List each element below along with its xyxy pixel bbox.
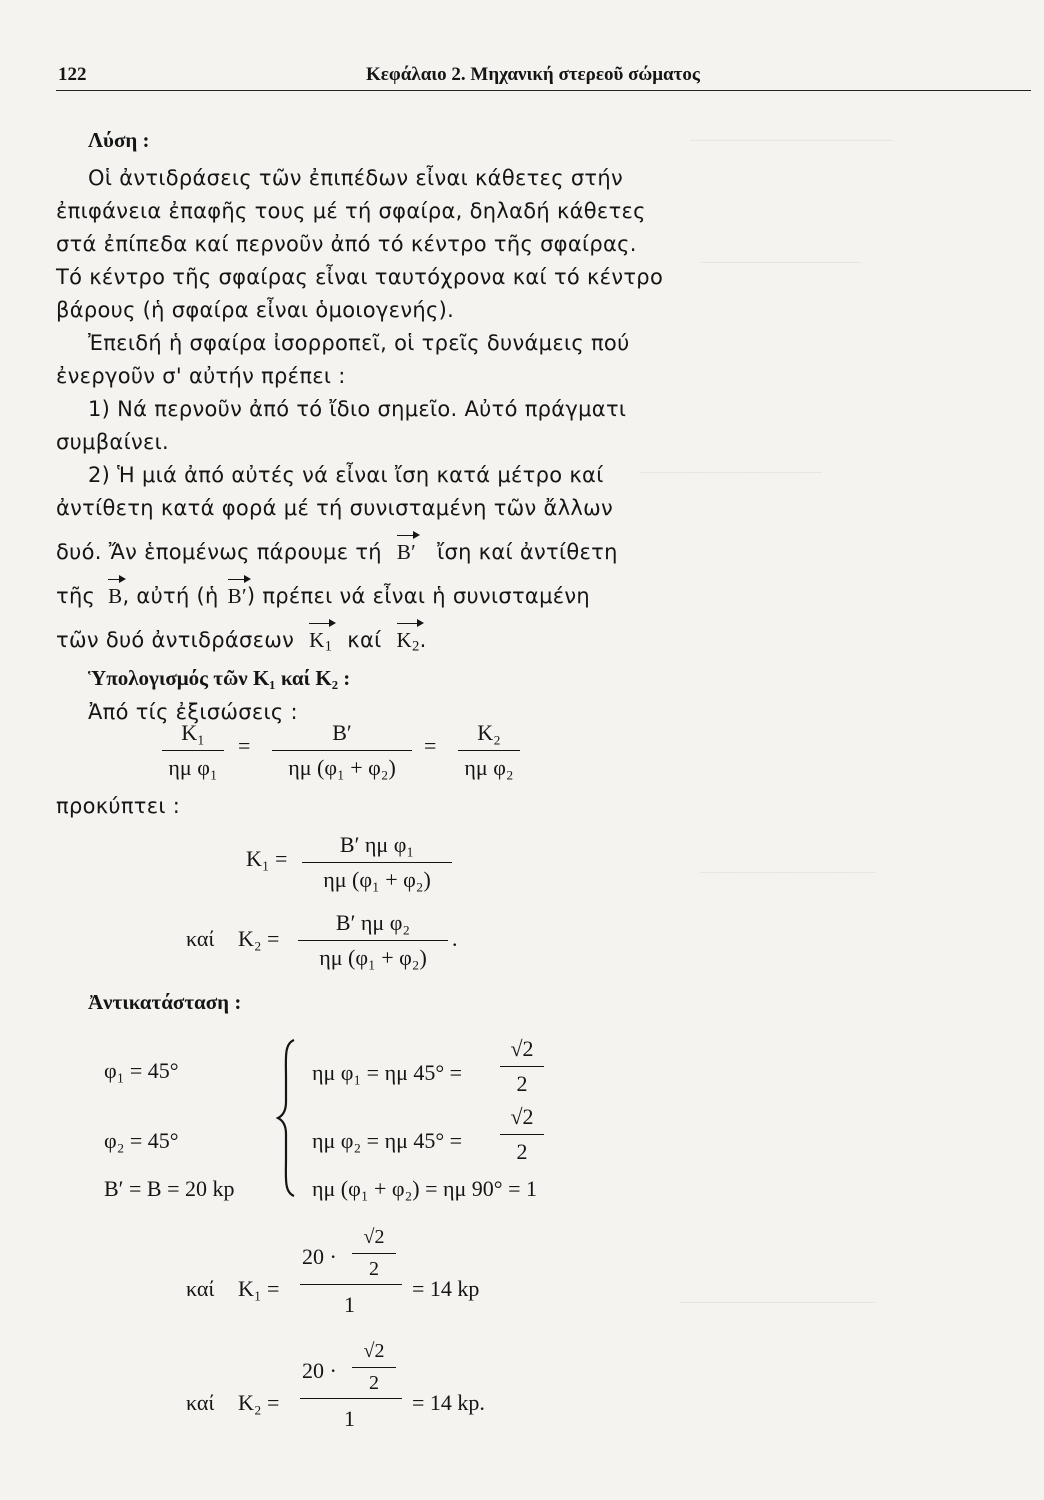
sqrt2-over-2-fraction: √2 2 bbox=[500, 1104, 544, 1165]
vector-k2: $K_2$ bbox=[396, 628, 420, 655]
kai-word: καί bbox=[186, 1390, 215, 1415]
from-equations-text: Ἀπό τίς ἐξισώσεις : bbox=[88, 700, 298, 724]
k2-final-lhs: K₂ = bbox=[238, 1390, 280, 1415]
solution-line: 1) Νά περνοῦν ἀπό τό ἴδιο σημεῖο. Αὐτό πράγματι bbox=[88, 397, 627, 421]
solution-line: ἀντίθετη κατά φορά μέ τή συνισταμένη τῶν ἄλλων bbox=[56, 496, 614, 520]
sin-phi2-equation: ημ φ₂ = ημ 45° = bbox=[312, 1128, 463, 1153]
substitution-heading: Ἀντικατάσταση : bbox=[88, 990, 242, 1014]
solution-line: τῶν δυό ἀντιδράσεων $K_1$ καί $K_2$. bbox=[56, 628, 427, 655]
fraction-k1-over-sin: K₁ ημ φ₁ bbox=[162, 720, 224, 781]
sqrt2-over-2-fraction: √2 2 bbox=[352, 1226, 396, 1281]
solution-line: δυό. Ἄν ἑπομένως πάρουμε τή B′ ἴση καί ἀντίθετη bbox=[56, 540, 618, 564]
vector-b-prime: B′ bbox=[396, 540, 417, 564]
page-number: 122 bbox=[58, 64, 87, 85]
coefficient-20: 20 · bbox=[302, 1244, 337, 1269]
k1-formula-fraction: B′ ημ φ₁ ημ (φ₁ + φ₂) bbox=[302, 832, 452, 893]
calc-heading: Ὑπολογισμός τῶν K₁ καί K₂ : bbox=[88, 666, 351, 690]
solution-line: Οἱ ἀντιδράσεις τῶν ἐπιπέδων εἶναι κάθετες στήν bbox=[88, 166, 624, 190]
sin-sum-equation: ημ (φ₁ + φ₂) = ημ 90° = 1 bbox=[312, 1176, 538, 1201]
vector-b-prime: B′ bbox=[227, 584, 247, 608]
sin-phi1-equation: ημ φ₁ = ημ 45° = bbox=[312, 1060, 463, 1085]
denominator-1: 1 bbox=[344, 1292, 355, 1317]
solution-line: τῆς B, αὐτή (ἡ B′) πρέπει νά εἶναι ἡ συνισταμένη bbox=[56, 584, 591, 608]
phi1-value: φ₁ = 45° bbox=[104, 1058, 179, 1083]
solution-line: Ἐπειδή ἡ σφαίρα ἰσορροπεῖ, οἱ τρεῖς δυνάμεις πού bbox=[88, 331, 630, 355]
solution-line: 2) Ἡ μιά ἀπό αὐτές νά εἶναι ἴση κατά μέτρο καί bbox=[88, 463, 604, 487]
coefficient-20: 20 · bbox=[302, 1358, 337, 1383]
sqrt2-over-2-fraction: √2 2 bbox=[500, 1036, 544, 1097]
vector-b: B bbox=[108, 584, 123, 608]
b-value: B′ = B = 20 kp bbox=[104, 1176, 235, 1201]
kai-word: καί bbox=[186, 1276, 215, 1301]
equals-sign: = bbox=[424, 733, 437, 758]
solution-line: ἐνεργοῦν σ' αὐτήν πρέπει : bbox=[56, 364, 346, 388]
fraction-bar bbox=[300, 1398, 402, 1399]
solution-heading: Λύση : bbox=[88, 128, 150, 152]
denominator-1: 1 bbox=[344, 1406, 355, 1431]
k2-formula-lhs: K₂ = bbox=[238, 926, 280, 951]
brace bbox=[276, 1038, 302, 1198]
fraction-bar bbox=[300, 1284, 402, 1285]
solution-line: συμβαίνει. bbox=[56, 430, 170, 454]
results-in-text: προκύπτει : bbox=[56, 794, 181, 818]
phi2-value: φ₂ = 45° bbox=[104, 1128, 179, 1153]
chapter-title: Κεφάλαιο 2. Μηχανική στερεοῦ σώματος bbox=[366, 64, 700, 85]
k2-result: = 14 kp. bbox=[412, 1390, 485, 1415]
k1-result: = 14 kp bbox=[412, 1276, 480, 1301]
k1-final-lhs: K₁ = bbox=[238, 1276, 280, 1301]
solution-line: βάρους (ἡ σφαίρα εἶναι ὁμοιογενής). bbox=[56, 298, 455, 322]
k2-formula-fraction: B′ ημ φ₂ ημ (φ₁ + φ₂) bbox=[298, 910, 448, 971]
vector-k1: $K_1$ bbox=[309, 628, 333, 655]
solution-line: στά ἐπίπεδα καί περνοῦν ἀπό τό κέντρο τῆς σφαίρας. bbox=[56, 232, 637, 256]
sqrt2-over-2-fraction: √2 2 bbox=[352, 1340, 396, 1395]
kai-word: καί bbox=[186, 926, 215, 951]
solution-line: ἐπιφάνεια ἐπαφῆς τους μέ τή σφαίρα, δηλαδή κάθετες bbox=[56, 199, 646, 223]
fraction-k2-over-sin: K₂ ημ φ₂ bbox=[458, 720, 520, 781]
fraction-b-over-sin-sum: B′ ημ (φ₁ + φ₂) bbox=[272, 720, 412, 781]
header-rule bbox=[56, 90, 1031, 91]
k1-formula-lhs: K₁ = bbox=[246, 846, 288, 871]
period: . bbox=[452, 926, 458, 951]
equals-sign: = bbox=[238, 733, 251, 758]
solution-line: Τό κέντρο τῆς σφαίρας εἶναι ταυτόχρονα καί τό κέντρο bbox=[56, 265, 664, 289]
